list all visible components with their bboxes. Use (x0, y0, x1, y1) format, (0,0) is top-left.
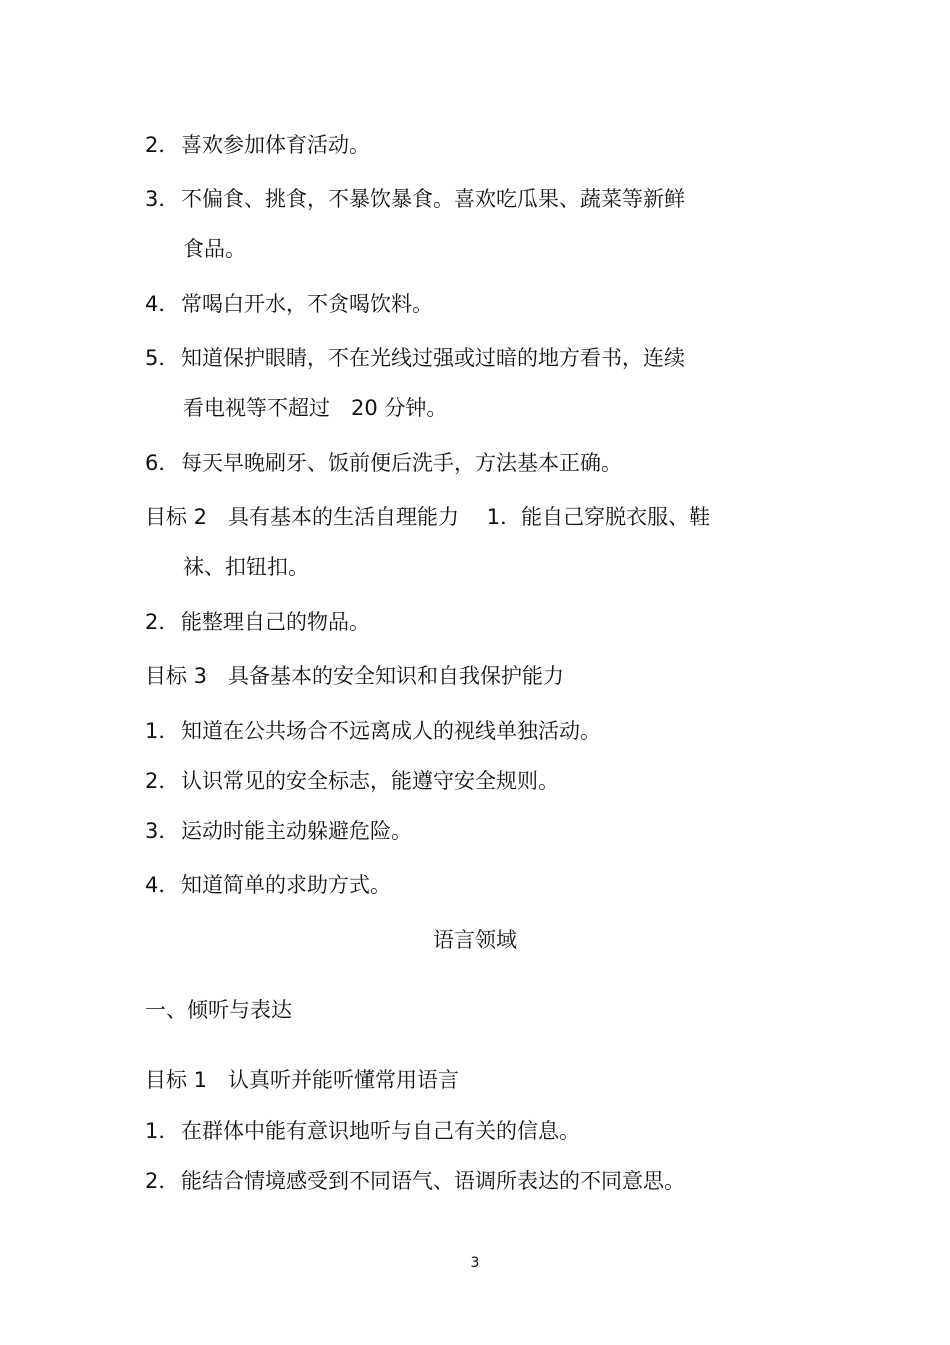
goal-heading: 目标 1 认真听并能听懂常用语言 (145, 1068, 460, 1092)
list-item: 3．不偏食、挑食，不暴饮暴食。喜欢吃瓜果、蔬菜等新鲜 (145, 187, 685, 211)
list-item-continuation: 看电视等不超过 20 分钟。 (183, 396, 448, 420)
list-item: 4．常喝白开水，不贪喝饮料。 (145, 292, 433, 316)
list-item: 4．知道简单的求助方式。 (145, 873, 391, 897)
list-item: 2．能整理自己的物品。 (145, 610, 370, 634)
subsection-heading: 一、倾听与表达 (145, 998, 292, 1022)
list-item: 6．每天早晚刷牙、饭前便后洗手，方法基本正确。 (145, 451, 622, 475)
goal-heading: 目标 3 具备基本的安全知识和自我保护能力 (145, 664, 565, 688)
list-item: 2．喜欢参加体育活动。 (145, 133, 370, 157)
list-item: 3．运动时能主动躲避危险。 (145, 819, 412, 843)
list-item: 1．在群体中能有意识地听与自己有关的信息。 (145, 1119, 580, 1143)
page-number: 3 (470, 1255, 480, 1271)
list-item-continuation: 袜、扣钮扣。 (183, 555, 309, 579)
list-item-continuation: 食品。 (183, 237, 246, 261)
list-item: 1．知道在公共场合不远离成人的视线单独活动。 (145, 719, 601, 743)
list-item: 5．知道保护眼睛，不在光线过强或过暗的地方看书，连续 (145, 346, 685, 370)
section-title: 语言领域 (433, 928, 517, 952)
list-item: 2．能结合情境感受到不同语气、语调所表达的不同意思。 (145, 1169, 685, 1193)
list-item: 2．认识常见的安全标志，能遵守安全规则。 (145, 769, 559, 793)
goal-heading: 目标 2 具有基本的生活自理能力 1．能自己穿脱衣服、鞋 (145, 505, 711, 529)
